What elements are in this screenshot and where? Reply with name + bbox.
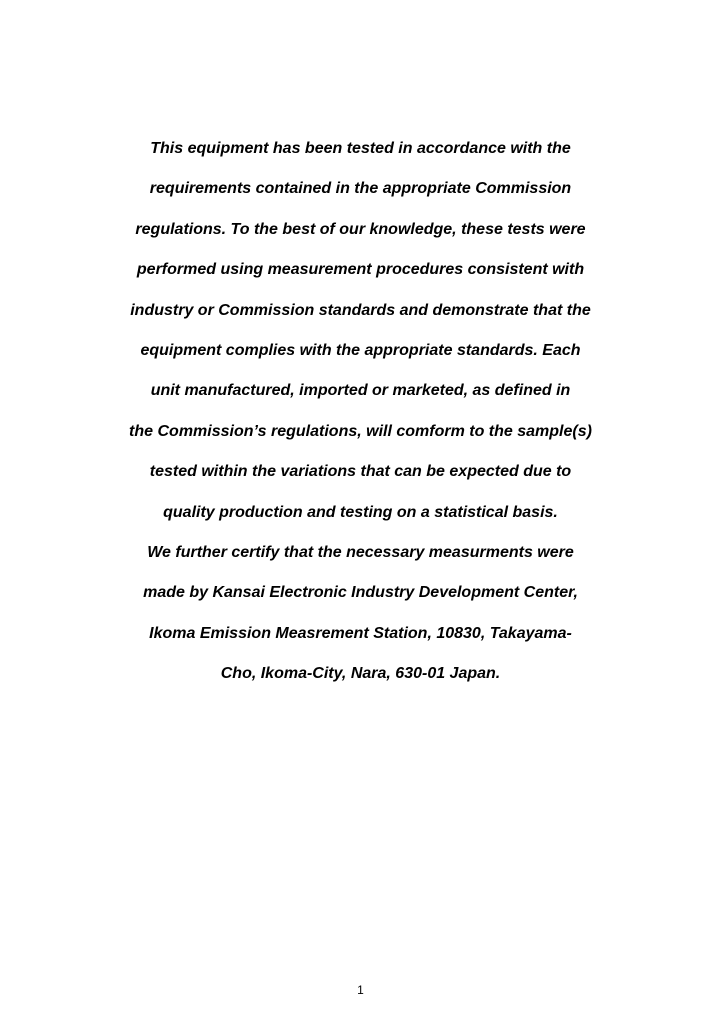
statement-line: Ikoma Emission Measrement Station, 10830, Takayama-	[149, 624, 572, 642]
certification-statement	[0, 136, 721, 701]
statement-line: quality production and testing on a statistical basis.	[163, 503, 558, 521]
statement-line: We further certify that the necessary measurments were	[147, 543, 574, 561]
statement-line: equipment complies with the appropriate standards. Each	[140, 341, 581, 359]
statement-line: tested within the variations that can be expected due to	[149, 463, 572, 481]
statement-line: Cho, Ikoma-City, Nara, 630-01 Japan.	[220, 665, 501, 683]
statement-line: the Commission’s regulations, will comform to the sample(s)	[129, 422, 592, 440]
statement-line: industry or Commission standards and demonstrate that the	[130, 301, 591, 319]
statement-line: This equipment has been tested in accordance with the	[150, 140, 571, 157]
statement-line: requirements contained in the appropriate Commission	[149, 180, 572, 198]
statement-line: performed using measurement procedures consistent with	[136, 261, 585, 279]
statement-line: regulations. To the best of our knowledge, these tests were	[135, 220, 586, 238]
page-number: 1	[357, 983, 364, 997]
statement-line: made by Kansai Electronic Industry Development Center,	[143, 584, 578, 602]
statement-line: unit manufactured, imported or marketed, as defined in	[150, 382, 571, 400]
